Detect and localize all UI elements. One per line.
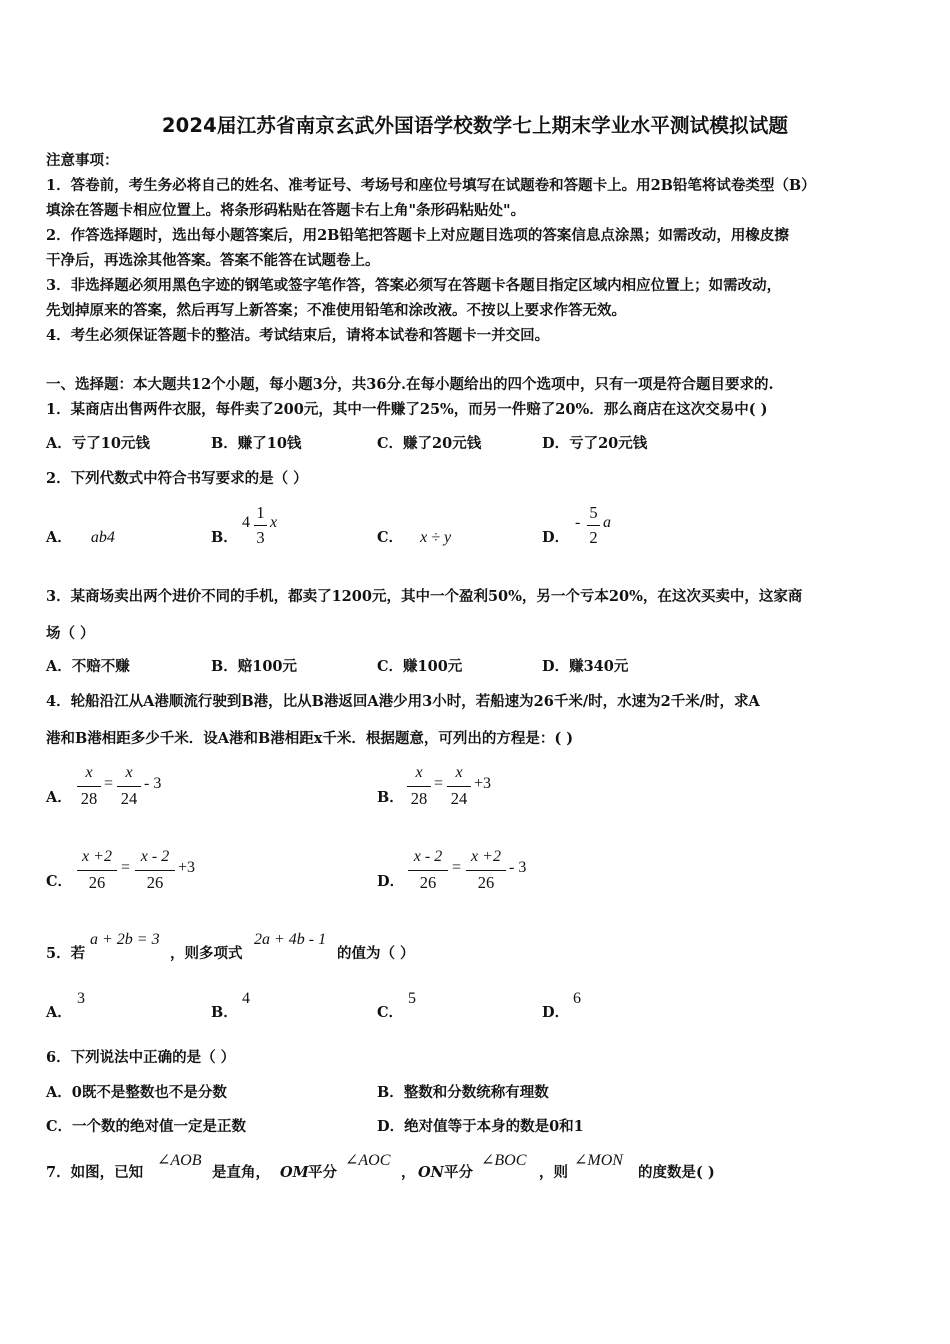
notice-line: 4．考生必须保证答题卡的整洁。考试结束后，请将本试卷和答题卡一并交回。 bbox=[46, 327, 550, 344]
equals-sign: = bbox=[452, 859, 462, 876]
angle-mon: ∠MON bbox=[574, 1152, 623, 1169]
question-1-stem: 1．某商店出售两件衣服，每件卖了200元，其中一件赚了25%，而另一件赔了20%．那么商店在这次交易中( ) bbox=[46, 401, 768, 418]
fraction-bar bbox=[466, 870, 506, 871]
q6-option-c[interactable]: C．一个数的绝对值一定是正数 bbox=[46, 1118, 247, 1135]
q4-option-a-label[interactable]: A． bbox=[46, 789, 72, 806]
fraction-bar bbox=[77, 870, 117, 871]
q1-option-c[interactable]: C．赚了20元钱 bbox=[377, 435, 482, 452]
question-6-stem: 6．下列说法中正确的是（ ） bbox=[46, 1049, 236, 1066]
q1-option-a[interactable]: A．亏了10元钱 bbox=[46, 435, 150, 452]
numerator: x +2 bbox=[82, 848, 112, 865]
q1-option-d[interactable]: D．亏了20元钱 bbox=[542, 435, 648, 452]
fraction-bar bbox=[407, 786, 431, 787]
numerator: x bbox=[125, 764, 133, 781]
denominator: 3 bbox=[256, 528, 265, 547]
notice-heading: 注意事项： bbox=[46, 152, 119, 169]
denominator: 2 bbox=[589, 528, 598, 547]
fraction-bar bbox=[254, 525, 267, 526]
fraction bbox=[408, 848, 448, 896]
question-2-stem: 2．下列代数式中符合书写要求的是（ ） bbox=[46, 470, 308, 487]
numerator: x bbox=[455, 764, 463, 781]
q5-option-b-value[interactable]: 4 bbox=[242, 990, 250, 1007]
angle-aoc: ∠AOC bbox=[345, 1152, 391, 1169]
question-7-part: 7．如图，已知 bbox=[46, 1164, 144, 1181]
question-4-stem: 4．轮船沿江从A港顺流行驶到B港，比从B港返回A港少用3小时，若船速为26千米/时，水速为2千米/时，求A bbox=[46, 693, 760, 710]
q2-option-a[interactable] bbox=[46, 528, 115, 548]
fraction-bar bbox=[117, 786, 141, 787]
question-7-part: 是直角， bbox=[212, 1164, 270, 1181]
equation-tail: +3 bbox=[474, 775, 492, 792]
question-7-part: ， bbox=[401, 1164, 416, 1181]
fraction bbox=[135, 848, 175, 896]
numerator: 1 bbox=[256, 503, 265, 522]
question-5-prefix: 5．若 bbox=[46, 945, 86, 962]
fraction-bar bbox=[447, 786, 471, 787]
variable: a bbox=[603, 514, 611, 531]
q3-option-d[interactable]: D．赚340元 bbox=[542, 658, 629, 675]
numerator: x - 2 bbox=[413, 848, 443, 865]
q4-option-c-label[interactable]: C． bbox=[46, 873, 73, 890]
q2-option-c[interactable] bbox=[377, 528, 451, 548]
q6-option-a[interactable]: A．0既不是整数也不是分数 bbox=[46, 1084, 227, 1101]
equation-tail: - 3 bbox=[144, 775, 162, 792]
numerator: x bbox=[415, 764, 423, 781]
math-expression: ab4 bbox=[90, 529, 115, 546]
q5-option-d-label[interactable]: D． bbox=[542, 1004, 570, 1021]
question-4-stem-cont: 港和B港相距多少千米．设A港和B港相距x千米．根据题意，可列出的方程是：( ) bbox=[46, 730, 574, 747]
equation-tail: +3 bbox=[178, 859, 196, 876]
polynomial-expression: 2a + 4b - 1 bbox=[254, 931, 327, 948]
notice-line: 先划掉原来的答案，然后再写上新答案；不准使用铅笔和涂改液。不按以上要求作答无效。 bbox=[46, 302, 626, 319]
fraction bbox=[466, 848, 506, 896]
page-title: 2024届江苏省南京玄武外国语学校数学七上期末学业水平测试模拟试题 bbox=[161, 114, 789, 137]
fraction bbox=[117, 764, 141, 812]
q5-option-a-value[interactable]: 3 bbox=[77, 990, 85, 1007]
ray-om: OM bbox=[280, 1164, 309, 1181]
q5-option-c-label[interactable]: C． bbox=[377, 1004, 404, 1021]
fraction bbox=[407, 764, 431, 812]
question-3-stem: 3．某商场卖出两个进价不同的手机，都卖了1200元，其中一个盈利50%，另一个亏本20%，在这次买卖中，这家商 bbox=[46, 588, 803, 605]
denominator: 24 bbox=[450, 789, 468, 808]
notice-line: 干净后，再选涂其他答案。答案不能答在试题卷上。 bbox=[46, 252, 380, 269]
q4-option-b-label[interactable]: B． bbox=[377, 789, 404, 806]
denominator: 28 bbox=[410, 789, 428, 808]
section-heading: 一、选择题：本大题共12个小题，每小题3分，共36分.在每小题给出的四个选项中，只有一项是符合题目要求的. bbox=[46, 376, 774, 393]
notice-line: 1．答卷前，考生务必将自己的姓名、准考证号、考场号和座位号填写在试题卷和答题卡上。用2B铅笔将试卷类型（B） bbox=[46, 177, 816, 194]
q3-option-c[interactable]: C．赚100元 bbox=[377, 658, 463, 675]
question-7-part: 的度数是( ) bbox=[638, 1164, 715, 1181]
fraction-bar bbox=[77, 786, 101, 787]
q4-option-d-label[interactable]: D． bbox=[377, 873, 405, 890]
denominator: 28 bbox=[80, 789, 98, 808]
fraction-bar bbox=[587, 525, 600, 526]
variable: x bbox=[270, 514, 278, 531]
equals-sign: = bbox=[121, 859, 131, 876]
denominator: 26 bbox=[88, 873, 106, 892]
fraction-bar bbox=[408, 870, 448, 871]
question-7-part: 平分 bbox=[308, 1164, 337, 1181]
q5-option-c-value[interactable]: 5 bbox=[408, 990, 416, 1007]
mixed-number-whole: 4 bbox=[242, 514, 250, 531]
q3-option-a[interactable]: A．不赔不赚 bbox=[46, 658, 130, 675]
denominator: 24 bbox=[120, 789, 138, 808]
option-label: A． bbox=[46, 529, 72, 546]
fraction bbox=[77, 764, 101, 812]
condition-equation: a + 2b = 3 bbox=[90, 931, 160, 948]
angle-boc: ∠BOC bbox=[481, 1152, 527, 1169]
q2-option-b-label[interactable]: B． bbox=[211, 529, 238, 546]
notice-line: 2．作答选择题时，选出每小题答案后，用2B铅笔把答题卡上对应题目选项的答案信息点涂黑；如需改动，用橡皮擦 bbox=[46, 227, 789, 244]
option-label: C． bbox=[377, 529, 404, 546]
fraction bbox=[587, 503, 600, 551]
q6-option-b[interactable]: B．整数和分数统称有理数 bbox=[377, 1084, 549, 1101]
q5-option-a-label[interactable]: A． bbox=[46, 1004, 72, 1021]
q3-option-b[interactable]: B．赔100元 bbox=[211, 658, 298, 675]
q1-option-b[interactable]: B．赚了10钱 bbox=[211, 435, 302, 452]
fraction-bar bbox=[135, 870, 175, 871]
denominator: 26 bbox=[146, 873, 164, 892]
ray-on: ON bbox=[418, 1164, 444, 1181]
q2-option-d-label[interactable]: D． bbox=[542, 529, 570, 546]
question-3-stem-cont: 场（ ） bbox=[46, 625, 95, 642]
minus-sign: - bbox=[575, 514, 581, 531]
denominator: 26 bbox=[419, 873, 437, 892]
numerator: x bbox=[85, 764, 93, 781]
fraction bbox=[254, 503, 267, 551]
question-7-part: 平分 bbox=[444, 1164, 473, 1181]
notice-line: 3．非选择题必须用黑色字迹的钢笔或签字笔作答，答案必须写在答题卡各题目指定区域内相应位置上；如需改动， bbox=[46, 277, 782, 294]
denominator: 26 bbox=[477, 873, 495, 892]
equals-sign: = bbox=[434, 775, 444, 792]
q5-option-b-label[interactable]: B． bbox=[211, 1004, 238, 1021]
question-7-part: ，则 bbox=[539, 1164, 568, 1181]
question-5-mid: ，则多项式 bbox=[170, 945, 243, 962]
angle-aob: ∠AOB bbox=[157, 1152, 202, 1169]
equation-tail: - 3 bbox=[509, 859, 527, 876]
fraction bbox=[77, 848, 117, 896]
fraction bbox=[447, 764, 471, 812]
notice-line: 填涂在答题卡相应位置上。将条形码粘贴在答题卡右上角"条形码粘贴处"。 bbox=[46, 202, 526, 219]
math-expression: x ÷ y bbox=[420, 529, 452, 546]
q5-option-d-value[interactable]: 6 bbox=[573, 990, 581, 1007]
numerator: x - 2 bbox=[140, 848, 170, 865]
equals-sign: = bbox=[104, 775, 114, 792]
question-5-suffix: 的值为（ ） bbox=[337, 945, 415, 962]
numerator: 5 bbox=[589, 503, 598, 522]
numerator: x +2 bbox=[471, 848, 501, 865]
q6-option-d[interactable]: D．绝对值等于本身的数是0和1 bbox=[377, 1118, 584, 1135]
